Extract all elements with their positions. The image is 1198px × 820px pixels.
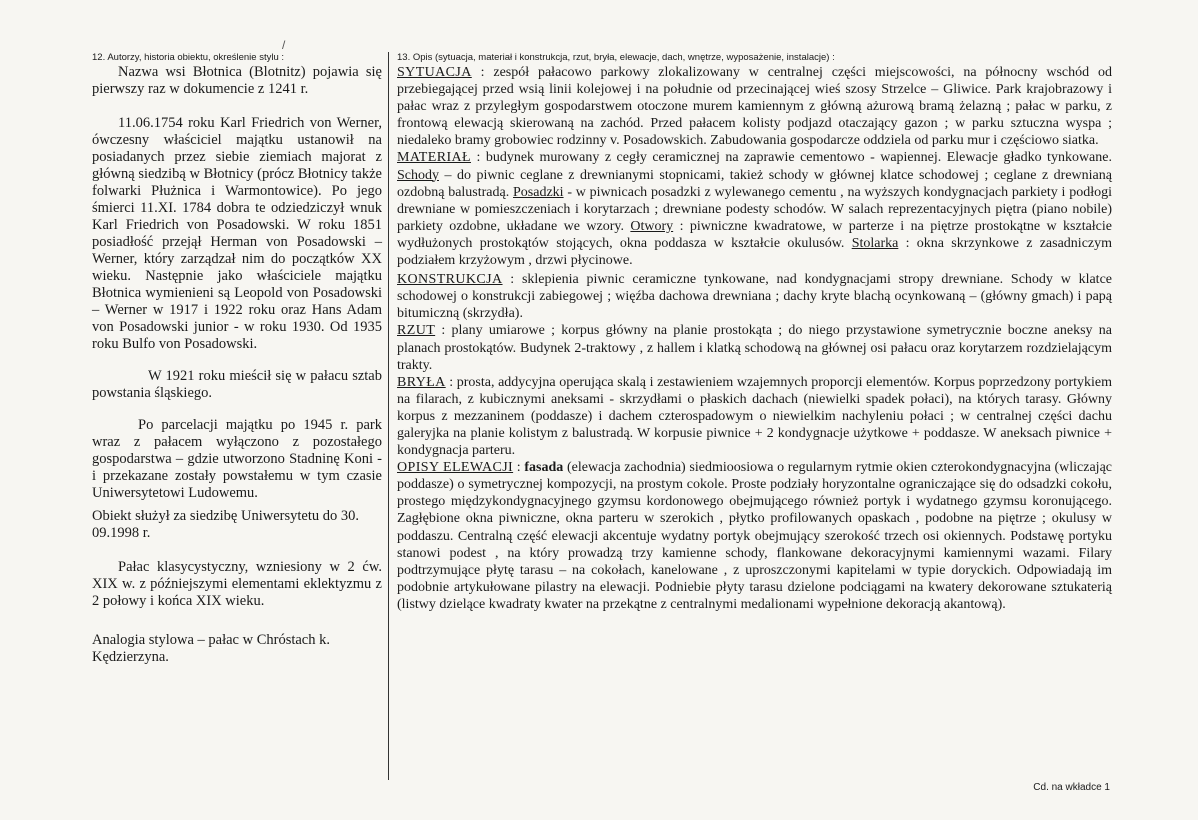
label-otwory: Otwory	[630, 218, 674, 234]
label-sytuacja: SYTUACJA	[397, 65, 472, 80]
section-12-header: 12. Autorzy, historia obiektu, określenie stylu :	[92, 52, 285, 63]
paragraph-name-origin: Nazwa wsi Błotnica (Blotnitz) pojawia się pierwszy raz w dokumencie z 1241 r.	[92, 64, 382, 97]
label-fasada: fasada	[524, 460, 564, 476]
text-bryla: : prosta, addycyjna operująca skalą i zestawieniem wzajemnych proporcji elementów. Korpus poprzedzony portykiem na filarach, z kubicznymi aneksami - skrzydłami o płaskich dachach (niewielki spadek połaci), na których tarasy. Główny korpus z mezzaninem (poddasze) i dachem czterospadowym o niewielkim nachyleniu połaci ; w centralnej części dachu galeryjka na planie kolistym z balustradą. W korpusie piwnice + 2 kondygnacje użytkowe + poddasze. W aneksach piwnice + kondygnacja parteru.	[397, 374, 1112, 459]
paragraph-1921: W 1921 roku mieścił się w pałacu sztab powstania śląskiego.	[92, 368, 382, 401]
section-rzut	[397, 322, 1112, 373]
label-konstrukcja: KONSTRUKCJA	[397, 272, 503, 288]
paragraph-style: Pałac klasycystyczny, wzniesiony w 2 ćw. XIX w. z późniejszymi elementami eklektyzmu z 2 połowy i końca XIX wieku.	[92, 559, 382, 609]
label-opisy-elewacji: OPISY ELEWACJI	[397, 460, 514, 476]
text-konstrukcja: : sklepienia piwnic ceramiczne tynkowane, nad kondygnacjami stropy drewniane. Schody w klatce schodowej o konstrukcji zabiegowej ; więźba dachowa drewniana ; dachy kryte blachą ocynkowaną – (główny gmach) i papą bitumiczną (skrzydła).	[397, 272, 1112, 322]
section-13-header: 13. Opis (sytuacja, materiał i konstrukcja, rzut, bryła, elewacje, dach, wnętrze, wyposażenie, instalacje) :	[397, 52, 835, 63]
text-sytuacja: : zespół pałacowo parkowy zlokalizowany w centralnej części miejscowości, na północny wschód od przebiegającej przed wsią linii kolejowej i na południe od przecinającej wieś szosy Strzelce – Gliwice. Park krajobrazowy i pałac wraz z przyległym gospodarstwem otoczone murem kamiennym z główną ażurową bramą żelazną ; pałac w parku, z frontową elewacją skierowaną na zachód. Przed pałacem kolisty podjazd otaczający gazon ; w parku sztuczna wyspa ; niedaleko bramy grobowiec rodzinny v. Posadowskich. Zabudowania gospodarcze oddziela od parku mur i częściowo siatka.	[397, 65, 1112, 149]
text-opisy-elewacji: (elewacja zachodnia) siedmioosiowa o regularnym rytmie okien czterokondygnacyjna (wliczając poddasze) o symetrycznej kompozycji, na prostym cokole. Proste podziały horyzontalne ograniczające się do odsadzki cokołu, prostego międzykondygnacyjnego gzymsu kordonowego obejmującego również portyk i wydatnego gzymsu koronującego. Zagłębione okna piwniczne, okna parteru w szerokich , płytko profilowanych opaskach , podobne na piętrze ; okulusy w poddaszu. Centralną część elewacji akcentuje wydatny portyk obejmujący szerokość trzech osi okiennych. Podstawę portyku stanowi podest , na który prowadzą trzy kamienne schody, flankowane dekoracyjnymi kamiennymi wazami. Filary podtrzymujące płytę tarasu – na cokołach, kanelowane , z uproszczonymi kapitelami w typie doryckich. Odpowiadają im podobnie artykułowane pilastry na elewacji. Podniebie płyty tarasu dzielone podciągami na kwatery dekorowane sztukaterią (listwy dzielące kwadraty kwater na przekątne z centralnymi medalionami wypełnione dekoracją akantową).	[397, 460, 1112, 612]
text-posadzki: - w piwnicach posadzki z wylewanego cementu , na wyższych kondygnacjach parkiety i podłogi drewniane w pomieszczeniach i korytarzach ; drewniane podesty schodów. W salach reprezentacyjnych piętra (piano nobile) parkiety ozdobne, układane we wzory.	[397, 184, 1112, 234]
text-material: : budynek murowany z cegły ceramicznej na zaprawie cementowo - wapiennej. Elewacje gładko tynkowane.	[470, 150, 1112, 166]
right-column	[397, 52, 1112, 613]
section-material	[397, 149, 1112, 269]
section-konstrukcja	[397, 271, 1112, 322]
paragraph-ownership-history: 11.06.1754 roku Karl Friedrich von Werner, ówczesny właściciel majątku ustanowił na posiadanych przez siebie ziemiach majorat z główną siedzibą w Błotnicy (prócz Błotnicy także folwarki Płużnica i Warmontowice). Po jego śmierci 11.XI. 1784 dobra te odziedziczył wnuk Karl Friedrich von Posadowski. W roku 1851 posiadłość przejął Herman von Posadowski – Werner, który zarządzał nim do początków XX wieku. Następnie jako właściciele majątku Błotnica wymienieni są Leopold von Posadowski – Werner w 1917 i 1922 roku oraz Hans Adam von Posadowski junior - w roku 1930. Od 1935 roku Bulfo von Posadowski.	[92, 115, 382, 352]
paragraph-analogy: Analogia stylowa – pałac w Chróstach k. Kędzierzyna.	[92, 632, 330, 665]
label-stolarka: Stolarka	[851, 235, 899, 251]
left-column	[92, 52, 382, 666]
paragraph-university: Obiekt służył za siedzibę Uniwersytetu do 30. 09.1998 r.	[92, 508, 359, 541]
text-schody: – do piwnic ceglane z drewnianymi stopnicami, takież schody w głównej klatce schodowej ; ceglane z drewnianą ozdobną balustradą.	[397, 167, 1112, 200]
text-colon: :	[513, 460, 525, 476]
text-rzut: : plany umiarowe ; korpus główny na planie prostokąta ; do niego przystawione symetrycznie boczne aneksy na planach prostokątów. Budynek 2-traktowy , z hallem i klatką schodową na głównej osi pałacu oraz korytarzem rozdzielającym trakty.	[397, 323, 1112, 373]
label-rzut: RZUT	[397, 323, 436, 339]
section-opisy-elewacji	[397, 459, 1112, 613]
paragraph-parcelation: Po parcelacji majątku po 1945 r. park wraz z pałacem wyłączono z pozostałego gospodarstwa – gdzie utworzono Stadninę Koni - i przekazane zostały powstałemu w tym czasie Uniwersytetowi Ludowemu.	[92, 417, 382, 501]
section-bryla	[397, 374, 1112, 459]
label-material: MATERIAŁ	[397, 150, 471, 166]
text-otwory: : piwniczne kwadratowe, w parterze i na piętrze prostokątne w kształcie wydłużonych prostokątów stojących, okna poddasza w kształcie okulusów.	[397, 218, 1112, 251]
text-stolarka: : okna skrzynkowe z zasadniczym podziałem krzyżowym , drzwi płycinowe.	[397, 235, 1113, 269]
label-bryla: BRYŁA	[397, 374, 446, 390]
section-sytuacja	[397, 64, 1112, 149]
label-posadzki: Posadzki	[513, 184, 564, 200]
continuation-note: Cd. na wkładce 1	[1033, 782, 1110, 793]
label-schody: Schody	[397, 167, 439, 183]
margin-mark: /	[282, 38, 286, 52]
column-divider	[388, 52, 389, 780]
